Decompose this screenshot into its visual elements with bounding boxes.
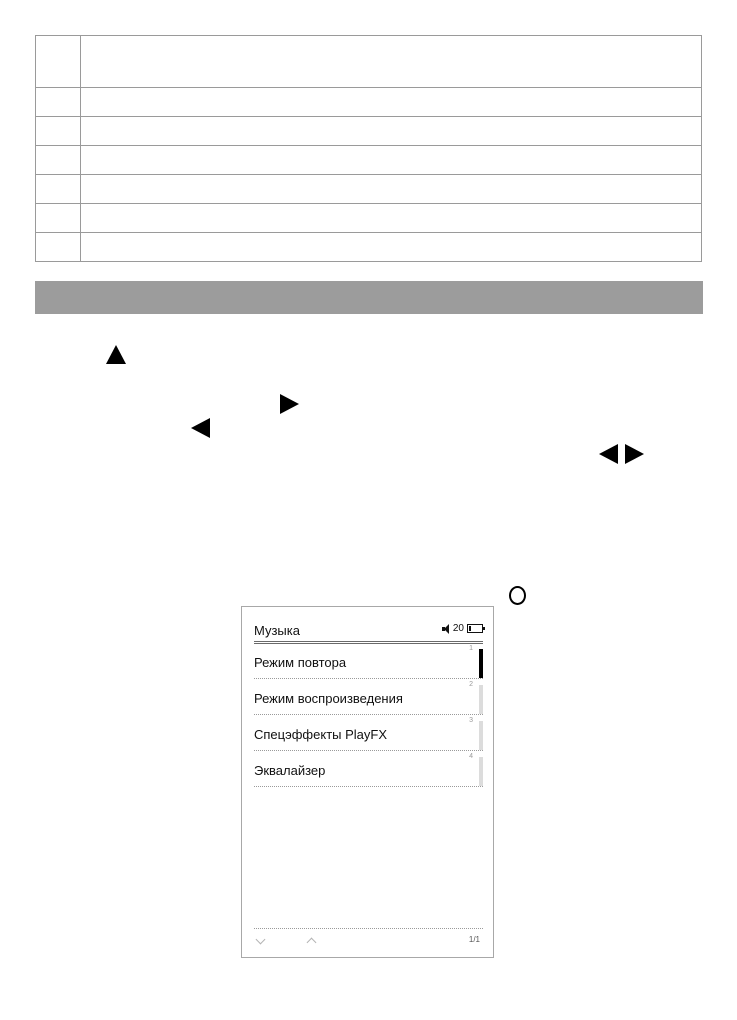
triangle-right-icon [280, 394, 299, 414]
menu-item-label: Спецэффекты PlayFX [254, 727, 388, 742]
screen-footer [254, 928, 483, 951]
menu-list [254, 643, 483, 787]
menu-item-label: Режим воспроизведения [254, 691, 403, 706]
device-screen [241, 606, 494, 958]
row-number-cell [36, 36, 81, 88]
screen-header [254, 619, 483, 644]
table-row [36, 36, 702, 88]
menu-item-number: 1 [469, 645, 473, 652]
chevron-up-icon[interactable] [307, 938, 317, 948]
row-number-cell [36, 233, 81, 262]
menu-item-number: 2 [469, 681, 473, 688]
table-row [36, 204, 702, 233]
selection-indicator [479, 757, 483, 786]
section-heading-bar [35, 281, 703, 314]
page-indicator: 1/1 [468, 935, 480, 944]
table-row [36, 233, 702, 262]
row-number-cell [36, 88, 81, 117]
volume-level: 20 [452, 623, 464, 634]
row-number-cell [36, 204, 81, 233]
table-row [36, 117, 702, 146]
triangle-left-icon [191, 418, 210, 438]
row-number-cell [36, 175, 81, 204]
chevron-down-icon[interactable] [256, 935, 266, 945]
triangle-right-icon [625, 444, 644, 464]
row-text-cell [81, 117, 702, 146]
row-text-cell [81, 204, 702, 233]
menu-item-label: Режим повтора [254, 655, 347, 670]
row-text-cell [81, 233, 702, 262]
menu-item-equalizer[interactable] [254, 751, 483, 787]
row-text-cell [81, 36, 702, 88]
info-table [35, 35, 702, 262]
menu-item-number: 4 [469, 753, 473, 760]
selection-indicator [479, 685, 483, 714]
triangle-up-icon [106, 345, 126, 364]
row-text-cell [81, 175, 702, 204]
menu-item-playback-mode[interactable] [254, 679, 483, 715]
speaker-icon [442, 624, 452, 634]
selection-indicator [479, 649, 483, 678]
menu-item-label: Эквалайзер [254, 763, 326, 778]
row-text-cell [81, 146, 702, 175]
menu-item-repeat-mode[interactable] [254, 643, 483, 679]
table-row [36, 88, 702, 117]
row-text-cell [81, 88, 702, 117]
battery-icon [467, 624, 483, 633]
status-bar [442, 623, 483, 634]
menu-item-playfx[interactable] [254, 715, 483, 751]
selection-indicator [479, 721, 483, 750]
row-number-cell [36, 146, 81, 175]
table-row [36, 175, 702, 204]
row-number-cell [36, 117, 81, 146]
menu-item-number: 3 [469, 717, 473, 724]
screen-title: Музыка [254, 623, 300, 638]
triangle-left-icon [599, 444, 618, 464]
table-row [36, 146, 702, 175]
circle-icon [509, 586, 526, 605]
